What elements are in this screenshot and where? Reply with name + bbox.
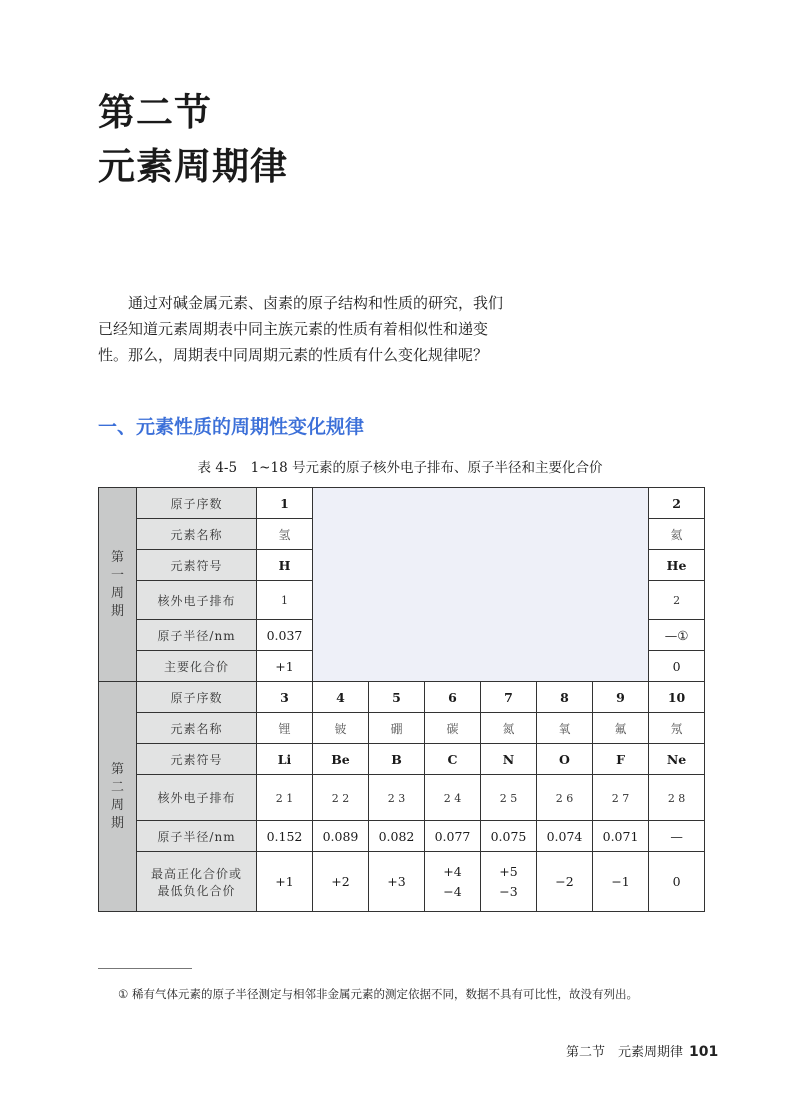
row-label: 原子序数 — [137, 488, 257, 519]
cell: 9 — [593, 682, 649, 713]
row-label: 原子半径/nm — [137, 620, 257, 651]
heading-periodic-law: 一、元素性质的周期性变化规律 — [98, 416, 365, 438]
section-name: 元素周期律 — [98, 145, 288, 188]
cell: +2 — [313, 852, 369, 912]
cell: +1 — [257, 651, 313, 682]
cell — [537, 775, 593, 821]
shell-diagram: 2 5 — [499, 791, 518, 805]
row-label: 核外电子排布 — [137, 775, 257, 821]
cell: 氢 — [257, 519, 313, 550]
period-label: 第 二 周 期 — [99, 682, 137, 912]
shell-diagram: 2 8 — [667, 791, 686, 805]
cell: 0.089 — [313, 821, 369, 852]
cell: +4 −4 — [425, 852, 481, 912]
table-row — [99, 775, 705, 821]
cell: 0 — [649, 852, 705, 912]
cell: +5 −3 — [481, 852, 537, 912]
footnote-divider — [98, 968, 192, 969]
section-number: 第二节 — [98, 91, 212, 134]
row-label: 原子半径/nm — [137, 821, 257, 852]
row-label-line: 最高正化合价或 — [150, 866, 242, 881]
period-label: 第 一 周 期 — [99, 488, 137, 682]
row-label: 元素名称 — [137, 713, 257, 744]
shell-diagram: 2 2 — [331, 791, 350, 805]
cell — [257, 775, 313, 821]
row-label — [137, 852, 257, 912]
cell: 氮 — [481, 713, 537, 744]
cell: 8 — [537, 682, 593, 713]
table-row — [99, 713, 705, 744]
cell: 0.152 — [257, 821, 313, 852]
cell: 氖 — [649, 713, 705, 744]
cell: 铍 — [313, 713, 369, 744]
row-label: 原子序数 — [137, 682, 257, 713]
footnote: ① 稀有气体元素的原子半径测定与相邻非金属元素的测定依据不同，数据不具有可比性，故没有列出。 — [118, 987, 638, 1001]
cell: 氟 — [593, 713, 649, 744]
shell-diagram: 2 1 — [275, 791, 294, 805]
cell — [425, 775, 481, 821]
cell: 0.074 — [537, 821, 593, 852]
row-label: 主要化合价 — [137, 651, 257, 682]
row-label: 元素符号 — [137, 744, 257, 775]
intro-paragraph: 通过对碱金属元素、卤素的原子结构和性质的研究，我们已经知道元素周期表中同主族元素的性质有着相似性和递变性。那么，周期表中同周期元素的性质有什么变化规律呢？ — [98, 294, 504, 364]
cell: 5 — [369, 682, 425, 713]
cell: 1 — [257, 488, 313, 519]
shell-diagram: 2 4 — [443, 791, 462, 805]
page-footer — [566, 1041, 718, 1060]
cell: Be — [313, 744, 369, 775]
table-row — [99, 821, 705, 852]
cell: 0.071 — [593, 821, 649, 852]
cell: 氦 — [649, 519, 705, 550]
cell: −2 — [537, 852, 593, 912]
cell: 氧 — [537, 713, 593, 744]
row-label: 元素符号 — [137, 550, 257, 581]
cell: 6 — [425, 682, 481, 713]
element-table — [98, 487, 705, 912]
cell: He — [649, 550, 705, 581]
cell: —① — [649, 620, 705, 651]
shell-diagram: 2 6 — [555, 791, 574, 805]
cell: N — [481, 744, 537, 775]
cell: 4 — [313, 682, 369, 713]
cell — [257, 581, 313, 620]
cell — [481, 775, 537, 821]
cell: H — [257, 550, 313, 581]
table-row — [99, 488, 705, 519]
shell-diagram: 2 7 — [611, 791, 630, 805]
page-number: 101 — [689, 1044, 719, 1060]
table-caption: 表 4-5 1~18 号元素的原子核外电子排布、原子半径和主要化合价 — [197, 460, 603, 476]
cell — [593, 775, 649, 821]
cell: O — [537, 744, 593, 775]
cell: 锂 — [257, 713, 313, 744]
table-row — [99, 852, 705, 912]
cell — [649, 775, 705, 821]
blank-area — [313, 488, 649, 682]
cell: 碳 — [425, 713, 481, 744]
row-label: 元素名称 — [137, 519, 257, 550]
table-row — [99, 744, 705, 775]
cell: 2 — [649, 488, 705, 519]
cell: 7 — [481, 682, 537, 713]
cell: 0.077 — [425, 821, 481, 852]
cell — [313, 775, 369, 821]
cell: C — [425, 744, 481, 775]
cell: −1 — [593, 852, 649, 912]
row-label-line: 最低负化合价 — [157, 883, 236, 898]
table-row — [99, 682, 705, 713]
row-label: 核外电子排布 — [137, 581, 257, 620]
cell: 0.075 — [481, 821, 537, 852]
cell: Li — [257, 744, 313, 775]
shell-diagram: 2 3 — [387, 791, 406, 805]
section-title — [98, 86, 288, 194]
cell: 0.037 — [257, 620, 313, 651]
cell: 3 — [257, 682, 313, 713]
shell-diagram: 1 — [281, 594, 288, 607]
cell — [369, 775, 425, 821]
cell: 0 — [649, 651, 705, 682]
cell: F — [593, 744, 649, 775]
cell: B — [369, 744, 425, 775]
cell: +1 — [257, 852, 313, 912]
cell: Ne — [649, 744, 705, 775]
shell-diagram: 2 — [673, 594, 681, 607]
cell: +3 — [369, 852, 425, 912]
cell — [649, 581, 705, 620]
cell: 0.082 — [369, 821, 425, 852]
cell: 硼 — [369, 713, 425, 744]
footer-chapter: 第二节 元素周期律 — [566, 1045, 684, 1060]
cell: — — [649, 821, 705, 852]
cell: 10 — [649, 682, 705, 713]
